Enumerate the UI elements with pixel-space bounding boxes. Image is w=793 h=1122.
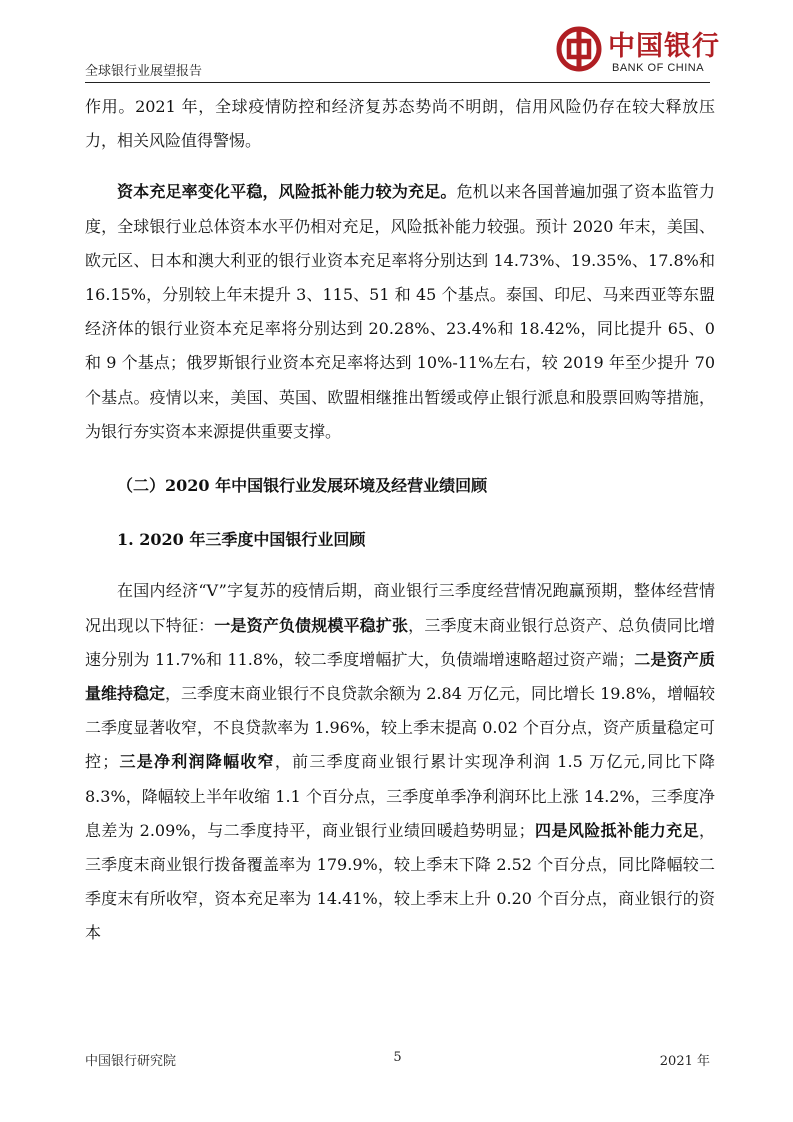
point-one-bold: 一是资产负债规模平稳扩张 [214, 615, 409, 635]
report-title: 全球银行业展望报告 [85, 64, 203, 79]
paragraph-q3-review: 在国内经济“V”字复苏的疫情后期，商业银行三季度经营情况跑赢预期，整体经营情况出现以下特征：一是资产负债规模平稳扩张，三季度末商业银行总资产、总负债同比增速分别为 11.7%和 11.8%，较二季度增幅扩大，负债端增速略超过资产端；二是资产质量维持稳定，三季度末商业银行不良贷款余额为 2.84 万亿元，同比增长 19.8%，增幅较二季度显著收窄，不良贷款率为 1.96%，较上季末提高 0.02 个百分点，资产质量稳定可控；三是净利润降幅收窄，前三季度商业银行累计实现净利润 1.5 万亿元,同比下降 8.3%，降幅较上半年收缩 1.1 个百分点，三季度单季净利润环比上涨 14.2%，三季度净息差为 2.09%，与二季度持平，商业银行业绩回暖趋势明显；四是风险抵补能力充足，三季度末商业银行拨备覆盖率为 179.9%，较上季末下降 2.52 个百分点，同比降幅较二季度末有所收窄，资本充足率为 14.41%，较上季末上升 0.20 个百分点，商业银行的资本 [85, 581, 715, 943]
paragraph-lead-bold: 资本充足率变化平稳，风险抵补能力较为充足。 [117, 182, 457, 202]
paragraph-continuation: 作用。2021 年，全球疫情防控和经济复苏态势尚不明朗，信用风险仍存在较大释放压力，相关风险值得警惕。 [85, 97, 715, 151]
page-header [85, 20, 720, 83]
paragraph-capital-adequacy: 资本充足率变化平稳，风险抵补能力较为充足。危机以来各国普遍加强了资本监管力度，全球银行业总体资本水平仍相对充足，风险抵补能力较强。预计 2020 年末，美国、欧元区、日本和澳大利亚的银行业资本充足率将分别达到 14.73%、19.35%、17.8%和 16.15%，分别较上年末提升 3、115、51 和 45 个基点。泰国、印尼、马来西亚等东盟经济体的银行业资本充足率将分别达到 20.28%、23.4%和 18.42%，同比提升 65、0 和 9 个基点；俄罗斯银行业资本充足率将达到 10%-11%左右，较 2019 年至少提升 70 个基点。疫情以来，美国、英国、欧盟相继推出暂缓或停止银行派息和股票回购等措施，为银行夯实资本来源提供重要支撑。 [85, 182, 715, 441]
logo-chinese-name: 中国银行 [608, 31, 720, 62]
point-three-bold: 三是净利润降幅收窄 [118, 752, 275, 772]
footer-year: 2021 年 [659, 1054, 710, 1069]
bank-of-china-emblem-icon [556, 26, 602, 72]
bank-logo [550, 20, 720, 80]
footer-organization: 中国银行研究院 [85, 1054, 177, 1069]
section-heading: （二）2020 年中国银行业发展环境及经营业绩回顾 [117, 476, 488, 496]
subsection-heading: 1. 2020 年三季度中国银行业回顾 [117, 530, 366, 550]
document-body [85, 90, 715, 951]
page-number: 5 [393, 1050, 402, 1065]
logo-english-name: BANK OF CHINA [612, 62, 705, 74]
point-four-bold: 四是风险抵补能力充足 [534, 820, 699, 840]
point-two-bold: 二是资产质量维持稳定 [85, 649, 715, 704]
